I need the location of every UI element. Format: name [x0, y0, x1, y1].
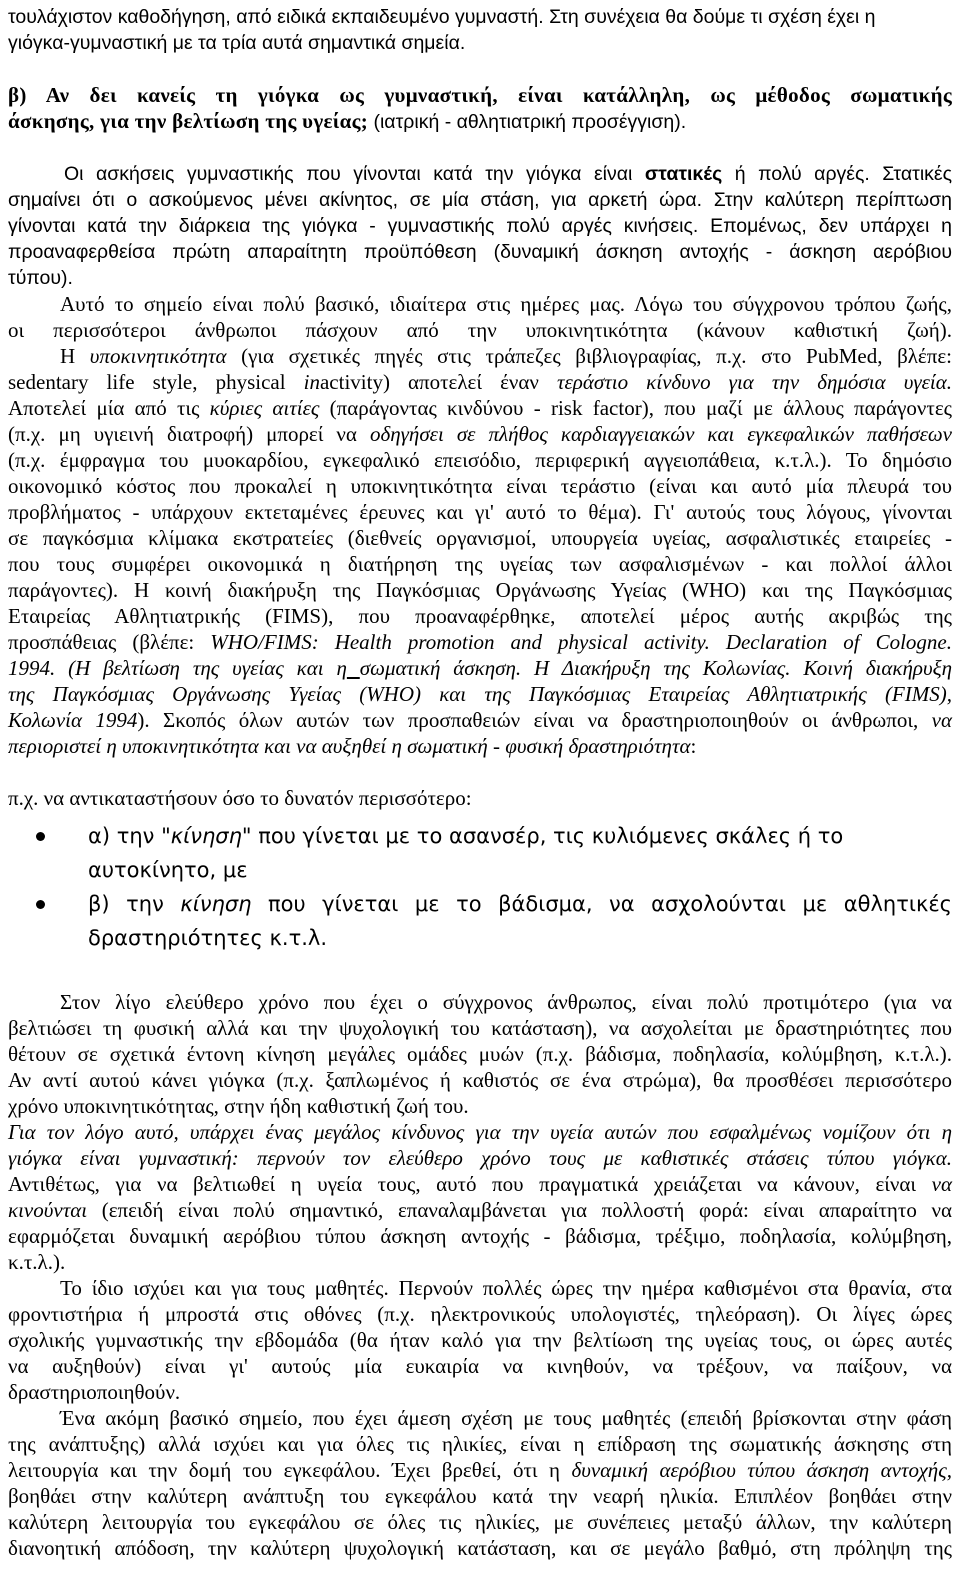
section-heading-bold: άσκησης, για την βελτίωση της υγείας; — [8, 109, 369, 133]
text-line: φροντιστήρια ή μπροστά στις οθόνες (π.χ. ηλεκτρονικούς υπολογιστές, τηλεόραση). Οι λίγες ώρες — [8, 1302, 952, 1326]
section-heading-subtitle: (ιατρική - αθλητιατρική προσέγγιση). — [368, 111, 687, 133]
text-line: προβλήματος - υπάρχουν εκτεταμένες έρευνες και γι' αυτό το θέμα). Γι' αυτούς τους λόγους, γίνονται — [8, 500, 952, 524]
text-line: γίνονται κατά την διάρκεια της γιόγκα - γυμναστικής πολύ αργές κινήσεις. Επομένως, δεν υπάρχει η — [8, 215, 952, 237]
italic-run: υποκινητικότητα — [89, 344, 227, 368]
citation-italic: σωματική άσκηση. Η Διακήρυξη της Κολωνίας. Κοινή διακήρυξη — [359, 656, 952, 680]
section-heading-line2 — [8, 108, 952, 135]
text-line — [8, 707, 952, 733]
spacer — [8, 56, 952, 82]
text-line: θέτουν σε σχετικά έντονη κίνηση μεγάλες ομάδες μυών (π.χ. βάδισμα, ποδηλασία, κολύμβηση, κ.τ.λ.). — [8, 1042, 952, 1066]
citation-italic: WHO/FIMS: Health promotion and physical activity. Declaration of Cologne. — [210, 630, 953, 654]
text-line: οικονομικό κόστος που προκαλεί η υποκινητικότητα είναι τεράστιο (είναι και αυτό μία πλευρά του — [8, 474, 952, 498]
text-line: της ανάπτυξης) αλλά ισχύει και για όλες τις ηλικίες, είναι η επίδραση της σωματικής άσκησης στη — [8, 1432, 952, 1456]
text-run: (επειδή είναι πολύ σημαντικό, επαναλαμβάνεται για πολλοστή φορά: είναι απαραίτητο να — [87, 1198, 952, 1222]
text-run: (παράγοντας κινδύνου - risk factor), που μαζί με άλλους παράγοντες — [319, 396, 952, 420]
text-line: να αυξηθούν) είναι γι' αυτούς μία ευκαιρία να κινηθούν, να τρέξουν, να παίξουν, να — [8, 1354, 952, 1378]
text-line — [8, 395, 952, 421]
italic-run: περιοριστεί η υποκινητικότητα και να αυξηθεί η σωματική - φυσική δραστηριότητα — [8, 734, 691, 758]
intro-line: τουλάχιστον καθοδήγηση, από ειδικά εκπαιδευμένο γυμναστή. Στη συνέχεια θα δούμε τι σχέση έχει η — [8, 6, 876, 28]
text-line: διανοητική απόδοση, την καλύτερη ψυχολογική κατάσταση, και σε μεγάλο βαθμό, στη πρόληψη της — [8, 1536, 952, 1560]
text-run: (για σχετικές πηγές στις τράπεζες βιβλιογραφίας, π.χ. στο PubMed, βλέπε: — [226, 344, 953, 368]
text-line: σχολικής γυμναστικής την εβδομάδα (θα ήταν καλό για την βελτίωση της υγείας τους, οι ώρες αυτές — [8, 1328, 952, 1352]
list-item — [8, 887, 952, 955]
text-run: ). Σκοπός όλων αυτών των προσπαθειών είναι να δραστηριοποιηθούν οι άνθρωποι, — [137, 708, 932, 732]
text-line: προαναφερθείσα πρώτη απαραίτητη προϋπόθεση (δυναμική άσκηση αντοχής - άσκηση αερόβιου — [8, 241, 952, 263]
italic-run: κίνηση — [180, 892, 252, 916]
text-line: βελτιώσει τη φυσική αλλά και την ψυχολογική του κατάσταση), να ασχολείται με δραστηριότητες που — [8, 1016, 952, 1040]
text-line: κ.τ.λ.). — [8, 1250, 66, 1274]
text-line: καλύτερη λειτουργία του εγκεφάλου σε όλες τις ηλικίες, με συνέπειες μεταξύ άλλων, την καλύτερη — [8, 1510, 952, 1534]
text-line: χρόνο υποκινητικότητας, στην ήδη καθιστική ζωή του. — [8, 1094, 469, 1118]
text-line: Αυτό το σημείο είναι πολύ βασικό, ιδιαίτερα στις ημέρες μας. Λόγω του σύγχρονου τρόπου ζωής, — [60, 292, 952, 316]
text-run: Αποτελεί μία από τις — [8, 396, 210, 420]
italic-run: κύριες αιτίες — [209, 396, 320, 420]
underlined-space — [347, 656, 360, 680]
text-line: Αν αντί αυτού κάνει γιόγκα (π.χ. ξαπλωμένος ή καθιστός σε ένα στρώμα), θα προσθέσει περισσότερο — [8, 1068, 952, 1092]
italic-run: τεράστιο κίνδυνο για την δημόσια υγεία. — [556, 370, 953, 394]
paragraph-free-time — [8, 989, 952, 1275]
text-line: Για τον λόγο αυτό, υπάρχει ένας μεγάλος κίνδυνος για την υγεία αυτών που εσφαλμένως νομίζουν ότι η — [8, 1120, 952, 1144]
citation-italic: Κολωνία 1994 — [8, 708, 138, 732]
text-line — [8, 1457, 952, 1483]
paragraph-hypokinesia — [8, 291, 952, 759]
text-line — [8, 161, 952, 187]
text-line: Εταιρείας Αθλητιατρικής (FIMS), που προαναφέρθηκε, αποτελεί μέρος αυτής ακριβώς της — [8, 604, 952, 628]
text-run: " που γίνεται με το ασανσέρ, τις κυλιόμενες σκάλες ή το αυτοκίνητο, με — [88, 824, 844, 882]
paragraph-students — [8, 1275, 952, 1405]
text-line: παράγοντες). Η κοινή διακήρυξη της Παγκόσμιας Οργάνωσης Υγείας (WHO) και της Παγκόσμιας — [8, 578, 952, 602]
spacer — [8, 135, 952, 161]
text-line: δραστηριοποιηθούν. — [8, 1380, 181, 1404]
italic-run: οδηγήσει σε πλήθος καρδιαγγειακών και εγκεφαλικών παθήσεων — [369, 422, 952, 446]
text-line: Το ίδιο ισχύει και για τους μαθητές. Περνούν πολλές ώρες την ημέρα καθισμένοι στα θρανία, στα — [60, 1276, 952, 1300]
citation-italic: της Παγκόσμιας Οργάνωσης Υγείας (WHO) και της Παγκόσμιας Εταιρείας Αθλητιατρικής (FIMS), — [8, 682, 952, 706]
text-line — [8, 1171, 952, 1197]
text-run: Αντιθέτως, για να βελτιωθεί η υγεία τους, αυτό που πραγματικά χρειάζεται να κάνουν, είναι — [8, 1172, 932, 1196]
text-line — [8, 655, 952, 681]
example-intro-line: π.χ. να αντικαταστήσουν όσο το δυνατόν περισσότερο: — [8, 786, 472, 810]
text-run: β) την — [88, 892, 181, 916]
text-line: σε παγκόσμια κλίμακα εκστρατείες (διεθνείς οργανισμοί, υπουργεία υγείας, ασφαλιστικές εταιρείες - — [8, 526, 952, 550]
italic-run: δυναμική αερόβιου τύπου άσκηση αντοχής, — [571, 1458, 952, 1482]
text-run: προσπάθειας (βλέπε: — [8, 630, 211, 654]
text-run: (π.χ. μη υγιεινή διατροφή) μπορεί να — [8, 422, 370, 446]
italic-run: κινούνται — [8, 1198, 88, 1222]
text-run: Οι ασκήσεις γυμναστικής που γίνονται κατά την γιόγκα είναι — [64, 163, 645, 185]
text-line — [8, 421, 952, 447]
text-run: activity) αποτελεί έναν — [319, 370, 557, 394]
text-line: (π.χ. έμφραγμα του μυοκαρδίου, εγκεφαλικό επεισόδιο, περιφερική αγγειοπάθεια, κ.τ.λ.). Το δημόσιο — [8, 448, 952, 472]
italic-run: να — [931, 708, 952, 732]
text-line: οι περισσότεροι άνθρωποι πάσχουν από την υποκινητικότητα (κάνουν καθιστική ζωή). — [8, 318, 952, 342]
text-line: βοηθάει στην καλύτερη ανάπτυξη του εγκεφάλου κατά την νεαρή ηλικία. Επιπλέον βοηθάει στην — [8, 1484, 952, 1508]
text-line: γιόγκα είναι γυμναστική: περνούν τον ελεύθερο χρόνο τους με καθιστικές στάσεις τύπου γιόγκα. — [8, 1146, 952, 1170]
text-line — [8, 629, 952, 655]
text-run: που γίνεται με το βάδισμα, να ασχολούνται με αθλητικές — [251, 892, 952, 916]
bullet-list — [8, 819, 952, 955]
text-run: : — [690, 734, 697, 758]
text-run: α) την " — [88, 824, 171, 848]
text-line — [8, 369, 952, 395]
italic-run: να — [931, 1172, 952, 1196]
intro-line: γιόγκα-γυμναστική με τα τρία αυτά σημαντικά σημεία. — [8, 32, 466, 54]
text-line: Ένα ακόμη βασικό σημείο, που έχει άμεση σχέση με τους μαθητές (επειδή βρίσκονται στην φάση — [60, 1406, 952, 1430]
citation-italic: 1994. (Η βελτίωση της υγείας και η — [8, 656, 347, 680]
spacer — [8, 759, 952, 785]
text-line: εφαρμόζεται δυναμική αερόβιου τύπου άσκηση αντοχής - βάδισμα, τρέξιμο, ποδηλασία, κολύμβηση, — [8, 1224, 952, 1248]
bullet-icon — [36, 900, 45, 909]
text-run: sedentary life style, physical — [8, 370, 304, 394]
text-line: σημαίνει ότι ο ασκούμενος μένει ακίνητος, σε μία στάση, για αρκετή ώρα. Στην καλύτερη περίπτωση — [8, 189, 952, 211]
paragraph-static-exercises — [8, 161, 952, 291]
text-run: Η — [60, 344, 90, 368]
italic-run: κίνηση — [170, 824, 242, 848]
text-line — [88, 887, 952, 921]
text-line — [8, 681, 952, 707]
text-line: που τους συμφέρει οικονομικά η διατήρηση της υγείας των ασφαλισμένων - και πολλοί άλλοι — [8, 552, 952, 576]
text-line — [8, 343, 952, 369]
list-item — [8, 819, 952, 887]
text-line — [8, 733, 952, 759]
text-line: Στον λίγο ελεύθερο χρόνο που έχει ο σύγχρονος άνθρωπος, είναι πολύ προτιμότερο (για να — [60, 990, 952, 1014]
emphasis-static: στατικές — [644, 163, 723, 185]
bullet-icon — [36, 832, 45, 841]
italic-run: in — [303, 370, 320, 394]
text-run: ή πολύ αργές. Στατικές — [722, 163, 952, 185]
text-line: τύπου). — [8, 267, 73, 289]
text-run: λειτουργία και την δομή του εγκεφάλου. Έχει βρεθεί, ότι η — [8, 1458, 572, 1482]
text-line — [8, 1197, 952, 1223]
spacer — [8, 963, 952, 989]
section-heading: β) Αν δει κανείς τη γιόγκα ως γυμναστική, είναι κατάλληλη, ως μέθοδος σωματικής — [8, 83, 952, 107]
paragraph-brain — [8, 1405, 952, 1561]
text-line: δραστηριότητες κ.τ.λ. — [88, 926, 327, 950]
